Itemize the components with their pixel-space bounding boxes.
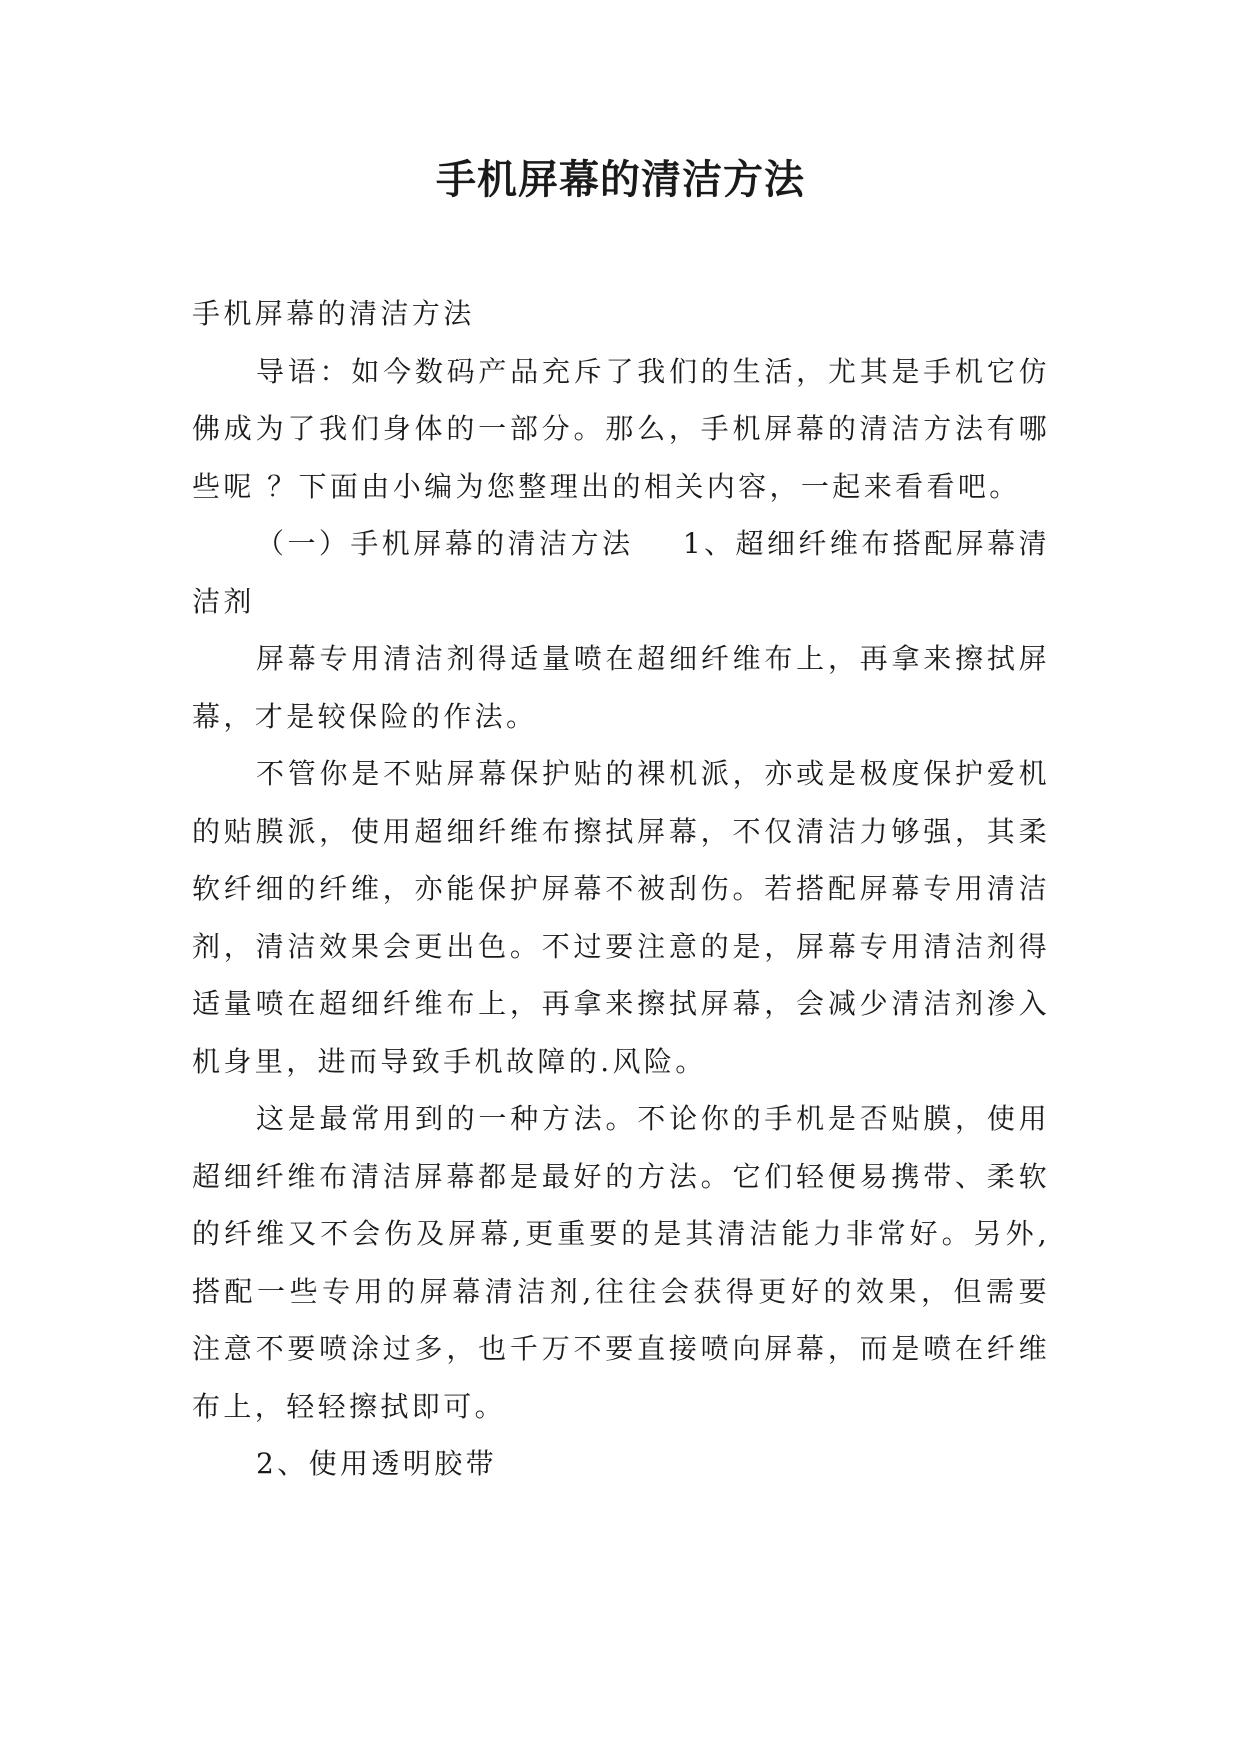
- paragraph-2: 不管你是不贴屏幕保护贴的裸机派，亦或是极度保护爱机的贴膜派，使用超细纤维布擦拭屏幕，不仅清洁力够强，其柔软纤细的纤维，亦能保护屏幕不被刮伤。若搭配屏幕专用清洁剂，清洁效果会更出色。不过要注意的是，屏幕专用清洁剂得适量喷在超细纤维布上，再拿来擦拭屏幕，会减少清洁剂渗入机身里，进而导致手机故障的.风险。: [192, 757, 1050, 1078]
- document-title: 手机屏幕的清洁方法: [436, 156, 805, 203]
- section-heading: （一）手机屏幕的清洁方法: [256, 527, 634, 560]
- document-subtitle: 手机屏幕的清洁方法: [192, 297, 475, 330]
- intro-paragraph: 导语：如今数码产品充斥了我们的生活，尤其是手机它仿佛成为了我们身体的一部分。那么，手机屏幕的清洁方法有哪些呢 ？下面由小编为您整理出的相关内容，一起来看看吧。: [192, 354, 1050, 503]
- method1-heading: 1、超细纤维布搭配屏幕清洁剂: [192, 527, 1050, 618]
- document-body: [192, 285, 1050, 1493]
- method2-heading: 2、使用透明胶带: [256, 1447, 498, 1480]
- paragraph-3: 这是最常用到的一种方法。不论你的手机是否贴膜，使用超细纤维布清洁屏幕都是最好的方法。它们轻便易携带、柔软的纤维又不会伤及屏幕,更重要的是其清洁能力非常好。另外,搭配一些专用的屏幕清洁剂,往往会获得更好的效果，但需要注意不要喷涂过多，也千万不要直接喷向屏幕，而是喷在纤维布上，轻轻擦拭即可。: [192, 1102, 1050, 1423]
- paragraph-1: 屏幕专用清洁剂得适量喷在超细纤维布上，再拿来擦拭屏幕，才是较保险的作法。: [192, 642, 1050, 733]
- section-heading-line: [192, 515, 1050, 630]
